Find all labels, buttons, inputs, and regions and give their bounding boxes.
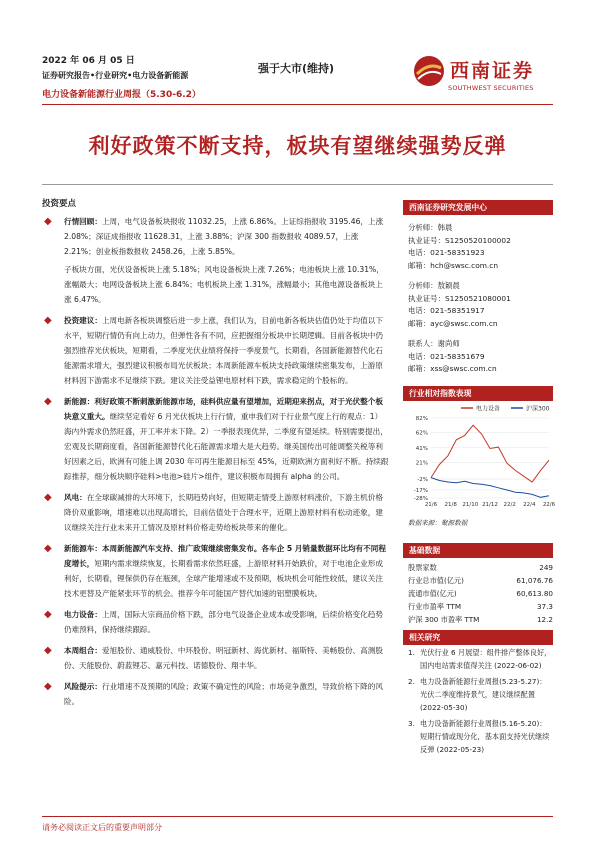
y-tick-label: -28% (413, 496, 428, 502)
analyst-line: 执业证号：S1250521080001 (408, 293, 511, 303)
analyst-card (408, 222, 553, 272)
report-title: 利好政策不断支持，板块有望继续强势反弹 (88, 134, 507, 158)
analyst-line: 分析师：敖颖晨 (408, 281, 460, 290)
basic-data-key: 行业市盈率 TTM (408, 602, 462, 611)
basic-data-value: 61,076.76 (516, 576, 553, 585)
x-tick-label: 21/6 (424, 502, 438, 508)
paragraph-text: 在全球碳减排的大环境下，长期趋势向好，但短期走情受上游原材料涨价，下游主机价格降价双重影响，增速难以出现高增长，目前估值处于合理水平，近期上游原材料有松动迹象，建议继续关注行业未来开工情况及原材料价格走势给板块带来的催化。 (64, 493, 383, 532)
basic-data-row (408, 587, 553, 600)
logo-mark-icon (412, 54, 446, 88)
analyst-line: 邮箱：xss@swsc.com.cn (408, 364, 497, 373)
index-chart-svg (403, 400, 556, 510)
legend-label: 沪深300 (526, 405, 550, 413)
report-name: 电力设备新能源行业周报（5.30-6.2） (42, 90, 201, 100)
analyst-line: 联系人：谢尚师 (408, 339, 460, 348)
x-tick-label: 22/6 (542, 502, 556, 508)
basic-data-value: 37.3 (536, 602, 553, 611)
chart-source: 数据来源：聚源数据 (408, 519, 468, 527)
series-line (431, 478, 549, 498)
paragraph-text: 子板块方面，光伏设备板块上涨 5.18%；风电设备板块上涨 7.26%；电池板块上涨 10.31%，涨幅最大；电网设备板块上涨 6.84%；电机板块上涨 1.31%，涨幅最小；其他电源设备板块上涨 6.47%。 (64, 265, 384, 304)
paragraph-lead: 行情回顾： (64, 217, 102, 226)
paragraph-lead: 本周组合： (64, 646, 102, 655)
bullet-icon: ◆ (44, 681, 52, 692)
footer-divider (42, 816, 553, 817)
analyst-card (408, 280, 553, 330)
analyst-line: 电话：021-58351917 (408, 306, 485, 315)
analyst-line: 电话：021-58351679 (408, 351, 485, 361)
basic-data-row (408, 574, 553, 587)
company-logo (412, 54, 446, 88)
summary-paragraph (42, 643, 389, 673)
summary-paragraph (42, 394, 389, 484)
basic-data-value: 12.2 (536, 615, 553, 624)
basic-data-row (408, 561, 553, 574)
index-chart (403, 400, 556, 510)
analyst-line: 分析师：韩晨 (408, 223, 453, 232)
analyst-line: 邮箱：hch@swsc.com.cn (408, 260, 499, 270)
series-line (431, 425, 549, 482)
bullet-icon: ◆ (44, 609, 52, 620)
related-item[interactable] (408, 717, 553, 756)
title-divider (42, 184, 553, 185)
basic-data-key: 行业总市值(亿元) (408, 576, 464, 585)
header-divider (42, 104, 553, 105)
report-category: 证券研究报告•行业研究•电力设备新能源 (42, 71, 189, 80)
logo-text-cn: 西南证券 (450, 60, 535, 82)
related-title: 电力设备新能源行业周报(5.23-5.27)：光伏二季度维持景气，建议继续配置 (2022-05-30) (420, 677, 547, 712)
legend-label: 电力设备 (476, 405, 501, 413)
bullet-icon: ◆ (44, 315, 52, 326)
paragraph-lead: 电力设备： (64, 610, 102, 619)
related-title: 光伏行业 6 月展望：组件排产整体良好，国内电站需求值得关注 (2022-06-02) (420, 648, 552, 670)
x-tick-label: 22/4 (523, 502, 536, 508)
y-tick-label: 41% (415, 445, 428, 452)
basic-data-row (408, 613, 553, 626)
paragraph-text: 上周电新各板块调整后进一步上涨，我们认为，目前电新各板块估值仍处于均值以下水平，短期行情仍有向上动力，但弹性各有不同，应把握细分板块中长期逻辑。目前各板块中仍强烈推荐光伏板块，短期看，二季度光伏业绩将保持一季度景气，长期看，各国新能源替代化石能源需求增大，强烈建议积极布局光伏板块；本周新能源车板块支持政策继续密集发布，上游原材料因下游需求不足继续下跌。建议关注受益锂电原材料下跌，需求稳定的个股标的。 (64, 316, 383, 385)
summary-paragraph (42, 313, 389, 388)
summary-paragraph (42, 262, 389, 307)
paragraph-text: 短期内需求继续恢复，长期看需求依然旺盛，上游原材料开始跌价，对于电池企业形成利好，长期看，锂保供仍存在瓶颈，全球产能增速或不及预期，板块机会可能性较低，建议关注技术更替及产能紧张环节的机会。推荐今年可能国产替代加速的铝塑膜板块。 (64, 559, 383, 598)
analyst-line: 电话：021-58351923 (408, 248, 485, 257)
bullet-icon: ◆ (44, 645, 52, 656)
y-tick-label: 62% (415, 430, 428, 437)
summary-paragraph (42, 490, 389, 535)
related-list (408, 646, 553, 759)
basic-data-key: 流通市值(亿元) (408, 589, 457, 598)
analyst-line: 邮箱：ayc@swsc.com.cn (408, 318, 498, 328)
paragraph-lead: 风电： (64, 493, 87, 502)
x-tick-label: 22/2 (503, 502, 516, 508)
related-item[interactable] (408, 675, 553, 714)
related-number: 1. (408, 648, 415, 657)
report-date: 2022 年 06 月 05 日 (42, 56, 135, 66)
related-number: 3. (408, 719, 415, 728)
footer-disclaimer: 请务必阅读正文后的重要声明部分 (42, 823, 162, 832)
summary-paragraph (42, 214, 389, 259)
analyst-card (408, 338, 553, 376)
paragraph-lead: 新能源：利好政策不断刺激新能源市场，硅料供应量有望增加，近期迎来拐点，对于光伏整个板块意义重大。 (64, 397, 383, 421)
related-number: 2. (408, 677, 415, 686)
basic-data-row (408, 600, 553, 613)
analyst-line: 执业证号：S1250520100002 (408, 235, 511, 245)
team-heading: 西南证券研究发展中心 (403, 200, 553, 215)
paragraph-text: 行业增速不及预期的风险；政策不确定性的风险；市场竞争激烈，导致价格下降的风险。 (64, 682, 383, 706)
bullet-icon: ◆ (44, 216, 52, 227)
basic-data-key: 股票家数 (408, 563, 437, 572)
bullet-icon: ◆ (44, 396, 52, 407)
bullet-icon: ◆ (44, 492, 52, 503)
y-tick-label: 82% (415, 416, 428, 422)
basic-data-table (408, 561, 553, 626)
section-heading: 投资要点 (42, 199, 77, 209)
related-heading: 相关研究 (403, 630, 553, 645)
paragraph-lead: 风险提示： (64, 682, 102, 691)
paragraph-text: 上周，电气设备板块报收 11032.25，上涨 6.86%。上证综指报收 3195.46，上涨 2.08%；深证成指报收 11628.31，上涨 3.88%；沪深 300 指数报收 4089.57，上涨 2.21%；创业板指数报收 2458.26，上涨 5.85%。 (64, 217, 384, 256)
x-tick-label: 21/10 (462, 502, 479, 508)
bullet-icon: ◆ (44, 543, 52, 554)
paragraph-text: 继续坚定看好 6 月光伏板块上行行情，重申我们对于行业景气度上行的观点：1）海内外需求仍然旺盛，开工率并未下降。2）一季报表现优异，二季度有望延续。特别需要提出，宏观及长期商度看，各国新能源替代化石能源需求增大是大趋势。继美国传出可能调整关税等利好因素之后，欧洲有可能上调 2030 年可再生能源目标至 45%，近期欧洲方面利好不断。持续跟踪推荐，细分板块顺序硅料>电池>硅片>组件，建议积极布局拥有 alpha 的公司。 (64, 412, 389, 481)
paragraph-text: 上周，国际大宗商品价格下跌，部分电气设备企业成本或受影响，后续价格变化趋势仍难预料，保持继续跟踪。 (64, 610, 383, 634)
chart-heading: 行业相对指数表现 (403, 386, 553, 401)
basic-data-key: 沪深 300 市盈率 TTM (408, 615, 480, 624)
related-title: 电力设备新能源行业周报(5.16-5.20)：短期行情或现分化，基本面支持光伏继续反弹 (2022-05-23) (420, 719, 550, 754)
y-tick-label: -2% (417, 477, 428, 484)
rating: 强于大市(维持) (258, 62, 335, 75)
related-item[interactable] (408, 646, 553, 672)
paragraph-lead: 投资建议： (64, 316, 102, 325)
summary-paragraph (42, 541, 389, 601)
basic-data-value: 249 (539, 563, 553, 572)
basic-data-heading: 基础数据 (403, 543, 553, 558)
paragraph-lead: 新能源车：本周新能源汽车支持、推广政策继续密集发布。各车企 5 月销量数据环比均有不同程度增长， (64, 544, 386, 568)
x-tick-label: 21/12 (482, 502, 498, 508)
basic-data-value: 60,613.80 (516, 589, 553, 598)
y-tick-label: -17% (413, 488, 428, 494)
x-tick-label: 21/8 (444, 502, 457, 508)
summary-paragraph (42, 607, 389, 637)
y-tick-label: 21% (415, 460, 428, 467)
logo-text-en: SOUTHWEST SECURITIES (448, 84, 534, 92)
summary-column (42, 214, 389, 715)
summary-paragraph (42, 679, 389, 709)
paragraph-text: 爱旭股份、通威股份、中环股份、明冠新材、海优新材、福斯特、美畅股份、高测股份、天能股份、蔚蓝锂芯、嘉元科技、诺德股份、翔丰华。 (64, 646, 383, 670)
